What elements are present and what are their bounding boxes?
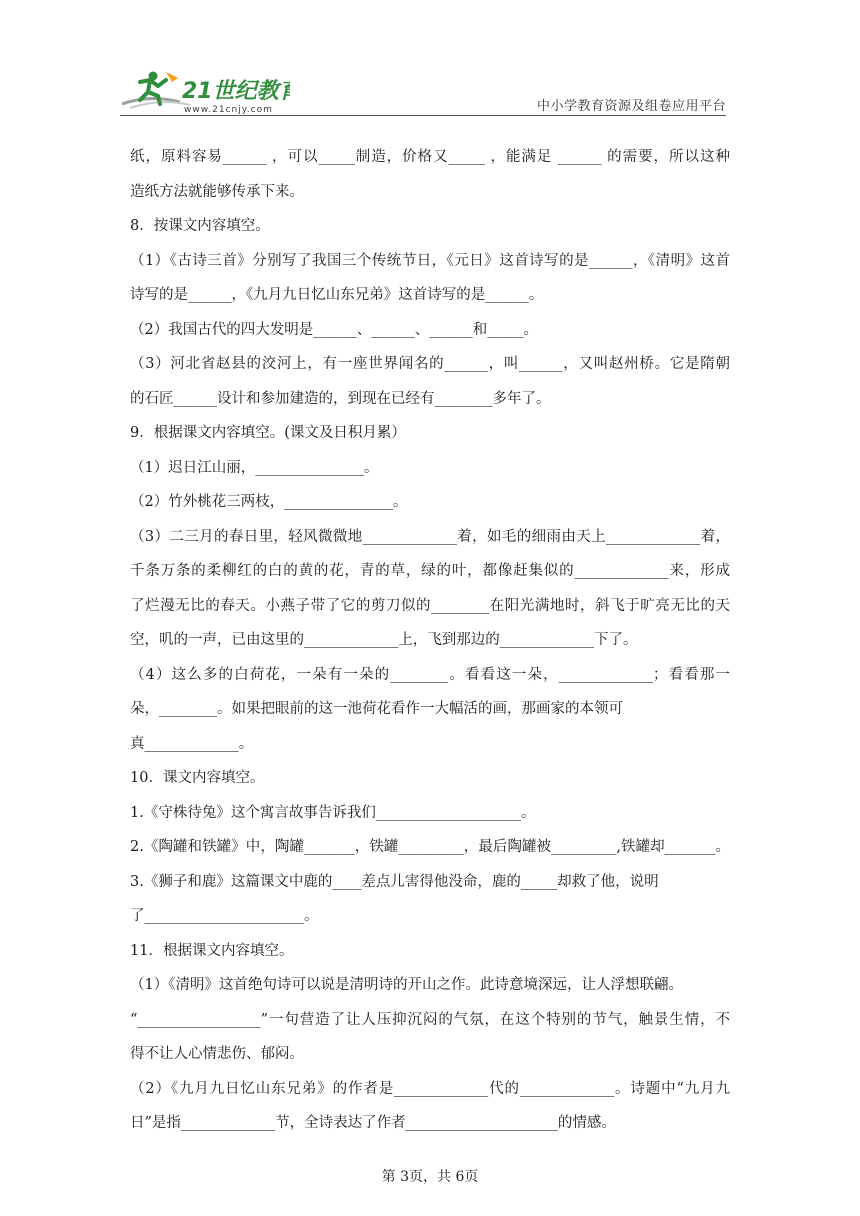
- text-line: （1）迟日江山丽，_______________。: [130, 459, 379, 476]
- text-line: 3.《狮子和鹿》这篇课文中鹿的____差点儿害得他没命，鹿的_____却救了他，说明: [130, 873, 659, 890]
- text-line: “_________________”一句营造了让人压抑沉闷的气氛，在这个特别的节气，触景生情，不: [130, 1011, 730, 1028]
- text-line: （2）我国古代的四大发明是______、______、______和_____。: [130, 321, 538, 338]
- logo-21cnjy: [120, 68, 290, 116]
- text-line: 造纸方法就能够传承下来。: [130, 183, 304, 200]
- text-line: （3）河北省赵县的洨河上，有一座世界闻名的______，叫______，又叫赵州桥。它是隋朝: [130, 356, 730, 372]
- svg-text:21世纪教育: 21世纪教育: [182, 79, 290, 104]
- text-line: 千条万条的柔柳红的白的黄的花，青的草，绿的叶，都像赶集似的_____________来，形成: [130, 563, 730, 579]
- text-line: （2）竹外桃花三两枝，_______________。: [130, 494, 408, 510]
- text-line: 9．根据课文内容填空。(课文及日积月累）: [130, 425, 406, 441]
- document-body: [130, 140, 730, 1141]
- text-line: （4）这么多的白荷花，一朵有一朵的________。看看这一朵，_____________；看看那一: [130, 666, 730, 683]
- text-line: 11．根据课文内容填空。: [130, 942, 294, 959]
- text-line: 纸，原料容易______ ，可以_____制造，价格又_____ ，能满足 ______ 的需要，所以这种: [130, 149, 730, 165]
- text-line: （2）《九月九日忆山东兄弟》的作者是_____________代的_____________。诗题中“九月九: [130, 1080, 730, 1097]
- text-line: 2.《陶罐和铁罐》中，陶罐_______，铁罐_________，最后陶罐被_________,铁罐却_______。: [130, 839, 730, 855]
- page-header: [120, 68, 726, 118]
- runner-logo-icon: [120, 68, 290, 116]
- text-line: 了烂漫无比的春天。小燕子带了它的剪刀似的________在阳光满地时，斜飞于旷亮无比的天: [130, 597, 730, 614]
- text-line: 的石匠______设计和参加建造的，到现在已经有________多年了。: [130, 390, 551, 407]
- text-line: 得不让人心情悲伤、郁闷。: [130, 1046, 304, 1062]
- text-line: （3）二三月的春日里，轻风微微地_____________着，如毛的细雨由天上_____________着，: [130, 528, 730, 545]
- text-line: 日”是指_____________节，全诗表达了作者_____________________的情感。: [130, 1115, 616, 1131]
- text-line: 空，叽的一声，已由这里的_____________上，飞到那边的_____________下了。: [130, 632, 638, 648]
- text-line: （1）《清明》这首绝句诗可以说是清明诗的开山之作。此诗意境深远，让人浮想联翩。: [130, 977, 683, 993]
- header-divider: [120, 115, 726, 116]
- text-line: 真_____________。: [130, 735, 254, 752]
- text-line: 朵，________。如果把眼前的这一池荷花看作一大幅活的画，那画家的本领可: [130, 701, 623, 717]
- text-line: 诗写的是______，《九月九日忆山东兄弟》这首诗写的是______。: [130, 287, 544, 303]
- text-line: 10．课文内容填空。: [130, 770, 265, 786]
- text-line: （1）《古诗三首》分别写了我国三个传统节日，《元日》这首诗写的是______，《清明》这首: [130, 252, 730, 269]
- text-line: 1.《守株待兔》这个寓言故事告诉我们____________________。: [130, 804, 536, 821]
- svg-text:www.21cnjy.com: www.21cnjy.com: [184, 105, 273, 115]
- page-number: 第 3页，共 6页: [381, 1169, 479, 1185]
- text-line: 8．按课文内容填空。: [130, 218, 270, 234]
- text-line: 了______________________。: [130, 908, 319, 924]
- platform-title: 中小学教育资源及组卷应用平台: [536, 99, 726, 114]
